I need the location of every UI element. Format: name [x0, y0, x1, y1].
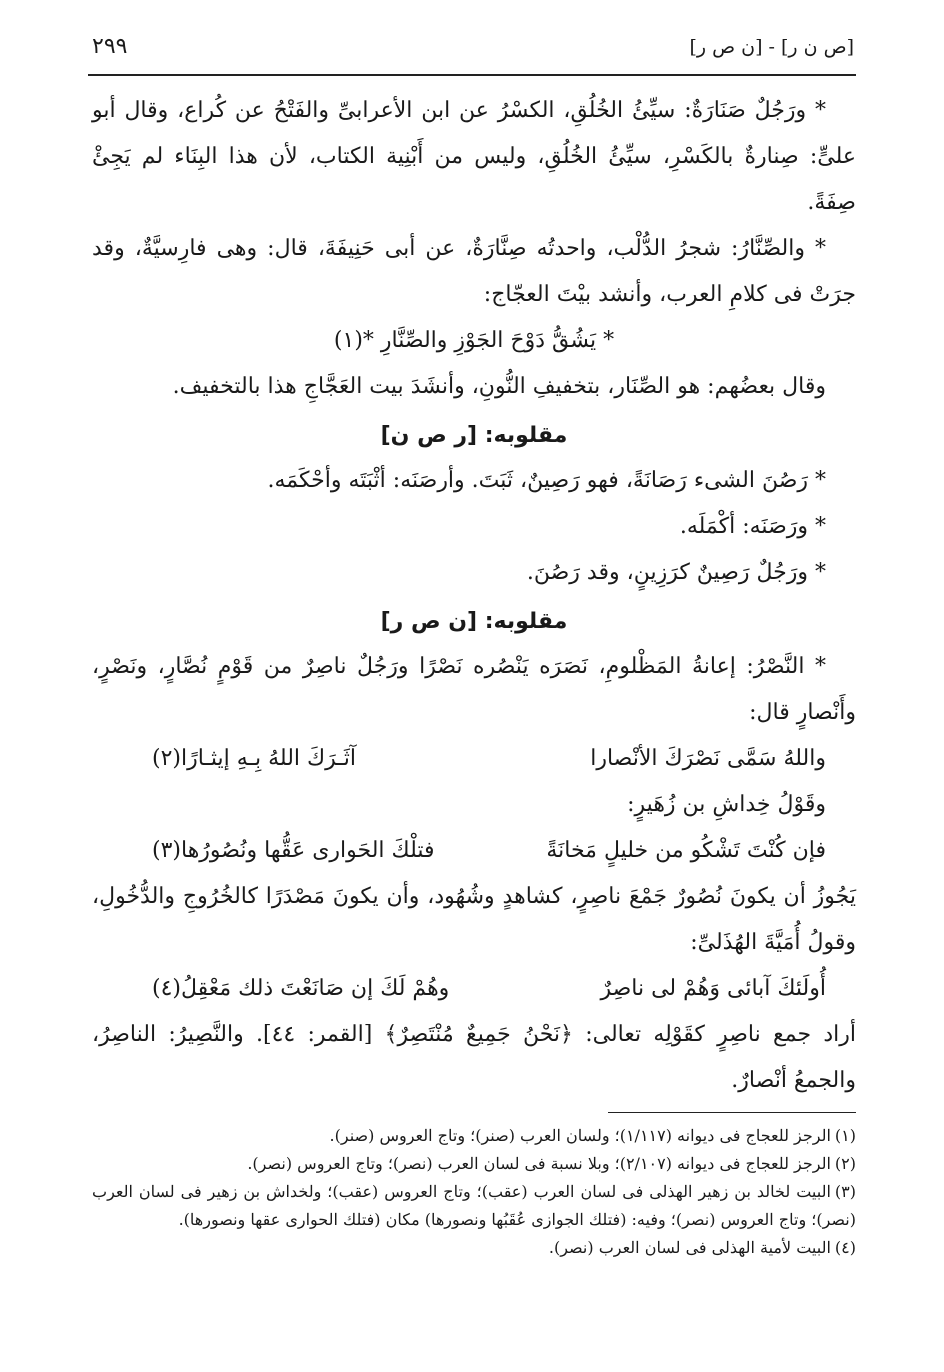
footnote-2 — [92, 1150, 856, 1178]
entry-sanara: * ورَجُلٌ صَنَارَةٌ: سيِّئُ الخُلُقِ، الكسْرُ عن ابن الأعرابىِّ والفَتْحُ عن كُراع، وقال أبو علىٍّ: صِنارةٌ بالكَسْرِ، سيِّئُ الخُلُقِ، وليس من أَبْنِية الكتاب، لأن هذا البِنَاء لم يَجِئْ صِفَةً. — [92, 98, 856, 215]
section-heading-nsr: مقلوبه: [ن ص ر] — [380, 609, 568, 634]
footnote-text: الرجز للعجاج فى ديوانه (٢/١٠٧)؛ وبلا نسبة فى لسان العرب (نصر)؛ وتاج العروس (نصر). — [247, 1154, 831, 1173]
entry-sinnar: * والصِّنَّارُ: شجرُ الدُّلْب، واحدتُه صِنَّارَةٌ، عن أبى حَنِيفَةَ، قال: وهى فارِسيَّةٌ، وقد جرَتْ فى كلامِ العرب، وأنشد بيْتَ العجّاج: — [92, 236, 856, 307]
entry-nasir: أراد جمع ناصِرٍ كقَوْلِه تعالى: ﴿نَحْنُ جَمِيعٌ مُنْتَصِرٌ﴾ [القمر: ٤٤]. والنَّصِيرُ: الناصِرُ، والجمعُ أنْصارٌ. — [92, 1022, 856, 1093]
verse-line-2 — [92, 736, 856, 782]
entry-sinar-note: وقال بعضُهم: هو الصِّنَار، بتخفيفِ النُّونِ، وأنشَدَ بيت العَجَّاجِ هذا بالتخفيف. — [172, 374, 826, 399]
footnote-4 — [92, 1234, 856, 1262]
verse-ajjaj: * يَشُقُّ دَوْحَ الجَوْزِ والصِّنَّارِ *(١) — [333, 328, 615, 353]
verse-line-4 — [92, 966, 856, 1012]
footnote-text: البيت لخالد بن زهير الهذلى فى لسان العرب (عقب)؛ وتاج العروس (عقب)؛ ولخداش بن زهير فى لسان العرب (نصر)؛ وتاج العروس (نصر)؛ وفيه: (فتلك الجوازى عُقَبُها ونصورها) مكان (فتلك الحوارى عقها ونصورها). — [92, 1182, 856, 1229]
verse-hemistich-second: فتلْكَ الحَوارى عَقُّها ونُصُورُها(٣) — [152, 838, 435, 863]
footnote-number: (٤) — [834, 1238, 856, 1257]
verse-line-3 — [92, 828, 856, 874]
header-rule — [88, 74, 856, 76]
footnote-text: البيت لأمية الهذلى فى لسان العرب (نصر). — [548, 1238, 831, 1257]
entry-rasuna: * رَصُنَ الشىء رَصَانَةً، فهو رَصِينٌ، ثَبَتَ. وأرصَنَه: أثْبَتَه وأحْكَمَه. — [267, 468, 826, 493]
entry-khidash: وقَوْلُ خِداشِ بن زُهَيرٍ: — [627, 792, 826, 817]
footnote-rule — [608, 1112, 856, 1113]
section-heading-rsn: مقلوبه: [ر ص ن] — [380, 423, 568, 448]
footnotes — [92, 1122, 856, 1262]
verse-hemistich-first: واللهُ سَمَّى نَصْرَكَ الأنْصارا — [590, 746, 826, 771]
verse-hemistich-first: أُولَئكَ آبائى وَهُمْ لى ناصِرٌ — [600, 976, 826, 1001]
footnote-text: الرجز للعجاج فى ديوانه (١/١١٧)؛ ولسان العرب (صنر)؛ وتاج العروس (صنر). — [329, 1126, 831, 1145]
footnote-number: (٣) — [834, 1182, 856, 1201]
footnote-number: (٢) — [834, 1154, 856, 1173]
verse-hemistich-second: آثَـرَكَ اللهُ بِـهِ إيثـارًا(٢) — [152, 746, 356, 771]
page-number: ٢٩٩ — [92, 34, 128, 59]
main-text — [92, 88, 856, 1104]
footnote-number: (١) — [834, 1126, 856, 1145]
verse-hemistich-second: وهُمْ لَكَ إن صَانَعْتَ ذلك مَعْقِلُ(٤) — [152, 976, 450, 1001]
footnote-1 — [92, 1122, 856, 1150]
entry-nusur: يَجُوزُ أن يكونَ نُصُورٌ جَمْعَ ناصِرٍ، كشاهدٍ وشُهُود، وأن يكونَ مَصْدَرًا كالخُرُوجِ والدُّخُولِ، وقولُ أُمَيَّةَ الهُذَلىِّ: — [92, 884, 856, 955]
entry-nasr: * النَّصْرُ: إعانةُ المَظْلومِ، نَصَرَه يَنْصُره نَصْرًا ورَجُلٌ ناصِرٌ من قَوْمٍ نُصَّارٍ، ونَصْرٍ، وأَنْصارٍ قال: — [92, 654, 856, 725]
footnote-3 — [92, 1178, 856, 1234]
running-header: [ص ن ر] - [ن ص ر] — [689, 36, 854, 58]
verse-hemistich-first: فإن كُنْتَ تَشْكُو من خليلٍ مَخانَةً — [546, 838, 826, 863]
entry-rasanahu: * ورَصَنَه: أكْمَلَه. — [679, 514, 826, 539]
entry-rajul-rasin: * ورَجُلٌ رَصِينٌ كرَزِينٍ، وقد رَصُنَ. — [526, 560, 826, 585]
